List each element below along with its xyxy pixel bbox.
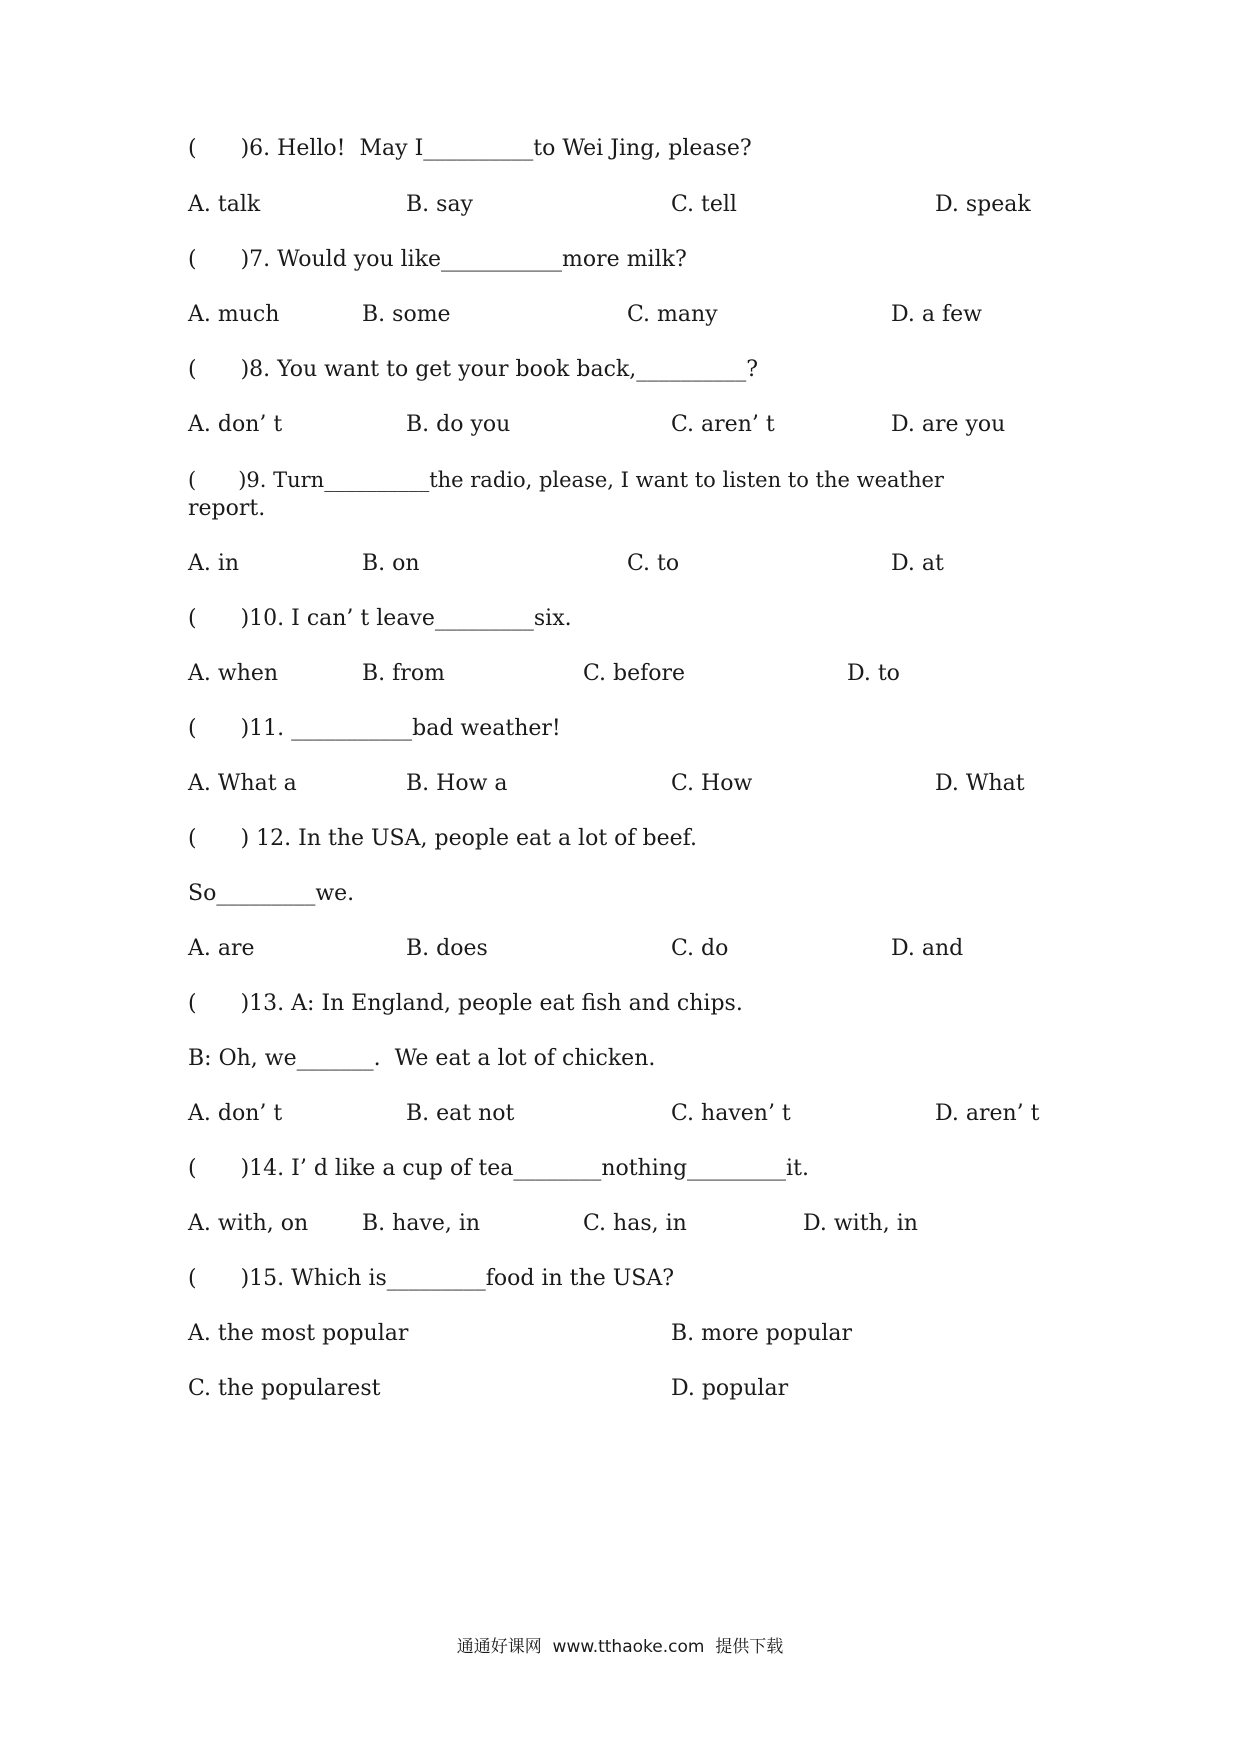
- q9-option-b: B. on: [362, 551, 420, 576]
- q6-option-c: C. tell: [671, 192, 737, 217]
- q12-option-b: B. does: [406, 936, 488, 961]
- q13-option-a: A. don’ t: [188, 1101, 283, 1126]
- question-12-stem-continued: So_________we.: [188, 881, 355, 906]
- q9-option-c: C. to: [627, 551, 680, 576]
- q13-option-d: D. aren’ t: [935, 1101, 1040, 1126]
- q12-option-c: C. do: [671, 936, 729, 961]
- q15-option-d: D. popular: [671, 1376, 789, 1401]
- q14-option-a: A. with, on: [188, 1211, 309, 1236]
- question-8-stem: ( )8. You want to get your book back,__________?: [188, 357, 759, 382]
- q10-option-a: A. when: [188, 661, 279, 686]
- q10-option-b: B. from: [362, 661, 445, 686]
- question-6-stem: ( )6. Hello! May I__________to Wei Jing, please?: [188, 136, 752, 161]
- question-9-stem-continued: report.: [188, 496, 266, 521]
- q6-option-b: B. say: [406, 192, 473, 217]
- q11-option-b: B. How a: [406, 771, 508, 796]
- question-9-stem: ( )9. Turn__________the radio, please, I want to listen to the weather: [188, 468, 944, 492]
- q8-option-d: D. are you: [891, 412, 1006, 437]
- question-13-stem: ( )13. A: In England, people eat fish and chips.: [188, 991, 743, 1016]
- q6-option-d: D. speak: [935, 192, 1031, 217]
- q8-option-a: A. don’ t: [188, 412, 283, 437]
- q9-option-a: A. in: [188, 551, 240, 576]
- q15-option-c: C. the popularest: [188, 1376, 381, 1401]
- q10-option-d: D. to: [847, 661, 900, 686]
- q14-option-d: D. with, in: [803, 1211, 918, 1236]
- q7-option-d: D. a few: [891, 302, 982, 327]
- q14-option-c: C. has, in: [583, 1211, 687, 1236]
- question-15-stem: ( )15. Which is_________food in the USA?: [188, 1266, 674, 1291]
- q7-option-b: B. some: [362, 302, 451, 327]
- q13-option-b: B. eat not: [406, 1101, 515, 1126]
- q8-option-b: B. do you: [406, 412, 511, 437]
- question-14-stem: ( )14. I’ d like a cup of tea________nothing_________it.: [188, 1156, 809, 1181]
- question-10-stem: ( )10. I can’ t leave_________six.: [188, 606, 572, 631]
- q11-option-c: C. How: [671, 771, 753, 796]
- q15-option-b: B. more popular: [671, 1321, 853, 1346]
- q15-option-a: A. the most popular: [188, 1321, 409, 1346]
- q12-option-a: A. are: [188, 936, 255, 961]
- question-11-stem: ( )11. ___________bad weather!: [188, 716, 561, 741]
- q7-option-a: A. much: [188, 302, 280, 327]
- q11-option-a: A. What a: [188, 771, 297, 796]
- q12-option-d: D. and: [891, 936, 964, 961]
- q14-option-b: B. have, in: [362, 1211, 481, 1236]
- q10-option-c: C. before: [583, 661, 686, 686]
- question-12-stem: ( ) 12. In the USA, people eat a lot of beef.: [188, 826, 698, 851]
- q11-option-d: D. What: [935, 771, 1025, 796]
- page-footer: 通通好课网 www.tthaoke.com 提供下载: [456, 1637, 784, 1657]
- q6-option-a: A. talk: [188, 192, 261, 217]
- question-13-stem-continued: B: Oh, we_______. We eat a lot of chicken.: [188, 1046, 656, 1071]
- q8-option-c: C. aren’ t: [671, 412, 775, 437]
- q13-option-c: C. haven’ t: [671, 1101, 791, 1126]
- q9-option-d: D. at: [891, 551, 944, 576]
- q7-option-c: C. many: [627, 302, 718, 327]
- question-7-stem: ( )7. Would you like___________more milk?: [188, 247, 687, 272]
